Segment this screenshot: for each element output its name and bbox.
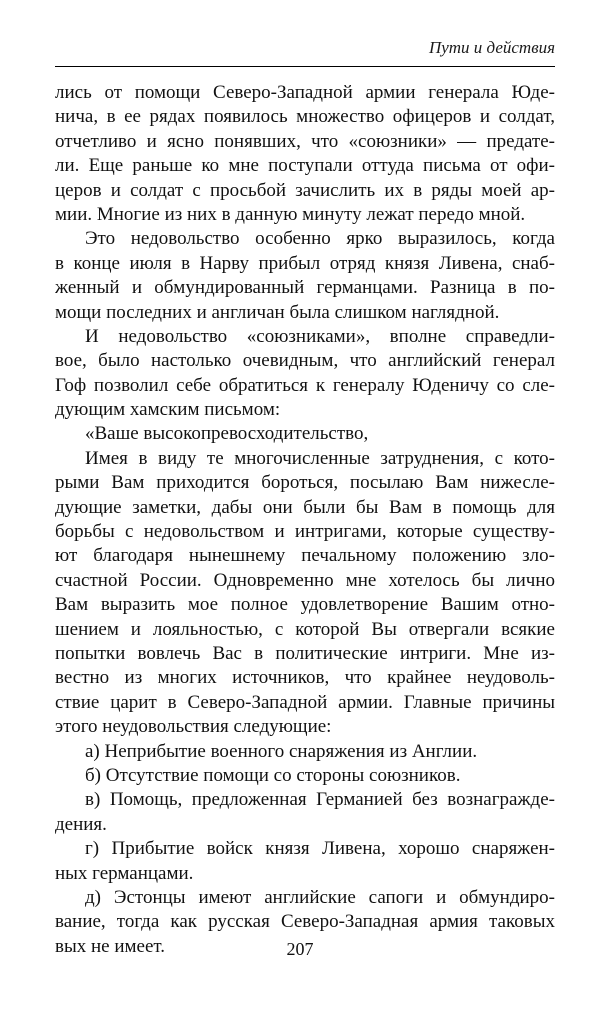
text-line: ных германцами.: [55, 862, 194, 884]
text-line: ствие царит в Северо-Западной армии. Главные причины: [55, 691, 555, 713]
text-line: вание, тогда как русская Северо-Западная армия таковых: [55, 911, 555, 933]
text-line: г) Прибытие войск князя Ливена, хорошо снаряжен-: [85, 838, 555, 860]
text-line: счастной России. Одновременно мне хотелось бы лично: [55, 569, 555, 591]
text-line: Гоф позволил себе обратиться к генералу Юденичу со сле-: [55, 374, 555, 396]
text-line: нича, в ее рядах появилось множество офицеров и солдат,: [55, 106, 555, 128]
text-line: Имея в виду те многочисленные затруднения, с кото-: [85, 447, 555, 469]
text-line: отчетливо и ясно понявших, что «союзники» — предате-: [55, 130, 555, 152]
text-line: вое, было настолько очевидным, что английский генерал: [55, 350, 555, 372]
text-line: ют благодаря нынешнему печальному положению зло-: [55, 545, 555, 567]
text-line: в конце июля в Нарву прибыл отряд князя Ливена, снаб-: [55, 252, 555, 274]
text-line: б) Отсутствие помощи со стороны союзников.: [85, 764, 461, 786]
text-line: лись от помощи Северо-Западной армии генерала Юде-: [55, 82, 555, 103]
text-line: а) Неприбытие военного снаряжения из Англии.: [85, 740, 478, 762]
text-line: мии. Многие из них в данную минуту лежат передо мной.: [55, 203, 526, 225]
text-line: д) Эстонцы имеют английские сапоги и обмундиро-: [85, 886, 555, 908]
text-line: женный и обмундированный германцами. Разница в по-: [55, 277, 555, 299]
body-text: [55, 81, 555, 959]
text-line: этого неудовольствия следующие:: [55, 716, 332, 738]
text-line: в) Помощь, предложенная Германией без вознагражде-: [85, 789, 555, 811]
header-rule: [55, 66, 555, 67]
text-line: Вам выразить мое полное удовлетворение Вашим отно-: [55, 594, 555, 616]
text-line: церов и солдат с просьбой зачислить их в ряды моей ар-: [55, 179, 555, 201]
text-line: вестно из многих источников, что крайнее неудоволь-: [55, 667, 555, 689]
text-line: попытки вовлечь Вас в политические интриги. Мне из-: [55, 642, 555, 664]
text-line: рыми Вам приходится бороться, посылаю Вам нижесле-: [55, 472, 555, 494]
text-line: Это недовольство особенно ярко выразилось, когда: [85, 228, 555, 250]
text-line: мощи последних и англичан была слишком наглядной.: [55, 301, 500, 323]
text-line: вых не имеет.: [55, 935, 166, 957]
text-line: «Ваше высокопревосходительство,: [85, 423, 369, 445]
text-line: дующие заметки, дабы они были бы Вам в помощь для: [55, 496, 555, 518]
page-number: 207: [286, 939, 314, 959]
text-line: дения.: [55, 813, 107, 835]
text-line: дующим хамским письмом:: [55, 399, 281, 421]
text-line: шением и лояльностью, с которой Вы отвергали всякие: [55, 618, 555, 640]
running-head-title: Пути и действия: [428, 38, 555, 57]
text-line: И недовольство «союзниками», вполне справедли-: [85, 325, 555, 347]
text-line: борьбы с недовольством и интригами, которые существу-: [55, 521, 555, 543]
text-line: ли. Еще раньше ко мне поступали оттуда письма от офи-: [55, 155, 555, 177]
